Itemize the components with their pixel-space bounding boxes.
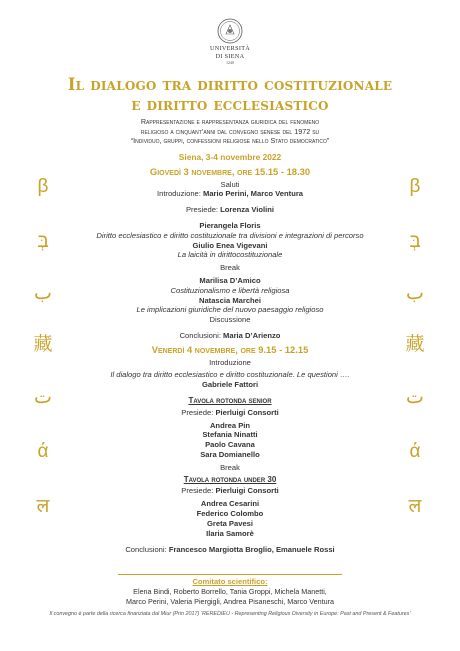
day2-heading: Venerdì 4 novembre, ore 9.15 - 12.15 (151, 343, 309, 355)
side-glyph-arabic: ب (34, 283, 52, 304)
speaker: Giulio Enea Vigevani (192, 240, 268, 250)
discussion: Discussione (209, 315, 251, 325)
talk-title: Il dialogo tra diritto ecclesiastico e diritto costituzionale. Le questioni …. (110, 370, 350, 380)
event-dates: Siena, 3-4 novembre 2022 (178, 152, 282, 162)
side-glyph-devanagari: ल (408, 496, 422, 517)
divider (118, 574, 342, 575)
day1-conclusions: Conclusioni: Maria D’Arienzo (179, 330, 281, 340)
talk-title: La laicità in dirittocostituzionale (177, 250, 283, 260)
side-glyph-hebrew: בְּ (409, 231, 421, 252)
committee-line-1: Elena Bindi, Roberto Borrello, Tania Groppi, Michela Manetti, (133, 586, 327, 596)
side-glyph-arabic-2: ت (34, 387, 52, 408)
roundtable-under30-chair: Presiede: Pierluigi Consorti (181, 486, 279, 496)
panel-member: Federico Colombo (196, 508, 264, 518)
side-glyph-greek: β (409, 176, 421, 197)
side-glyph-greek-2: ά (409, 441, 421, 462)
roundtable-senior-heading: Tavola rotonda senior (188, 395, 272, 405)
panel-member: Stefania Ninatti (202, 430, 258, 440)
talk-title: Diritto ecclesiastico e diritto costituzionale tra divisioni e integrazioni di percorso (96, 230, 364, 240)
saluti: Saluti (220, 179, 240, 189)
side-glyph-greek-2: ά (37, 441, 49, 462)
side-glyph-arabic: ب (406, 283, 424, 304)
day2-conclusions: Conclusioni: Francesco Margiotta Broglio, Emanuele Rossi (125, 545, 335, 555)
page-title-line-1: Il dialogo tra diritto costituzionale (67, 75, 393, 94)
panel-member: Greta Pavesi (206, 518, 253, 528)
speaker: Marilisa D’Amico (199, 275, 261, 285)
roundtable-under30-heading: Tavola rotonda under 30 (183, 474, 277, 484)
panel-member: Ilaria Samorè (206, 528, 254, 538)
side-glyph-cjk: 藏 (405, 334, 425, 355)
seal-icon (217, 18, 243, 44)
day1-heading: Giovedì 3 novembre, ore 15.15 - 18.30 (149, 165, 311, 177)
subtitle (60, 117, 400, 146)
logo-line-3: 1240 (226, 60, 234, 65)
subtitle-line-1: Rappresentazione e rappresentanza giuridica del fenomeno (140, 117, 320, 126)
talk-title: Le implicazioni giuridiche del nuovo paesaggio religioso (136, 305, 324, 315)
program (60, 153, 400, 555)
panel-member: Andrea Pin (209, 420, 251, 430)
funding-note: Il convegno è parte della ricerca finanziata dal Miur (Prin 2017) ‘REREDIEU - Representing Religious Diversity in Europe: Past and Present & Features’ (49, 611, 411, 617)
panel-member: Sara Domianello (200, 449, 260, 459)
scientific-committee (60, 577, 400, 606)
talk-title: Costituzionalismo e libertà religiosa (170, 285, 290, 295)
day1-introduction: Introduzione: Mario Perini, Marco Ventura (156, 189, 304, 199)
side-glyph-arabic-2: ت (406, 387, 424, 408)
roundtable-senior-chair: Presiede: Pierluigi Consorti (181, 407, 279, 417)
subtitle-line-2: religioso a cinquant’anni dal convegno senese del 1972 su (140, 126, 320, 136)
page-title-line-2: e diritto ecclesiastico (131, 95, 329, 114)
committee-line-2: Marco Perini, Valeria Piergigli, Andrea Pisaneschi, Marco Ventura (125, 596, 334, 606)
speaker: Pierangela Floris (199, 220, 261, 230)
break: Break (220, 263, 240, 273)
logo-line-2: DI SIENA (215, 53, 245, 60)
introduction: Introduzione (209, 357, 251, 367)
speaker: Natascia Marchei (198, 295, 262, 305)
subtitle-line-3: “Individuo, gruppi, confessioni religiose nello Stato democratico” (130, 136, 330, 145)
side-glyph-cjk: 藏 (33, 334, 53, 355)
break: Break (220, 462, 240, 472)
speaker: Gabriele Fattori (201, 380, 259, 390)
panel-member: Andrea Cesarini (200, 499, 260, 509)
side-glyph-devanagari: ल (36, 496, 50, 517)
day1-chair: Presiede: Lorenza Violini (185, 205, 275, 215)
side-glyph-hebrew: בְּ (37, 231, 49, 252)
committee-heading: Comitato scientifico: (192, 577, 268, 586)
logo-line-1: UNIVERSITÀ (209, 45, 251, 52)
university-logo (208, 18, 252, 65)
panel-member: Paolo Cavana (205, 440, 255, 450)
side-glyph-greek: β (37, 176, 49, 197)
